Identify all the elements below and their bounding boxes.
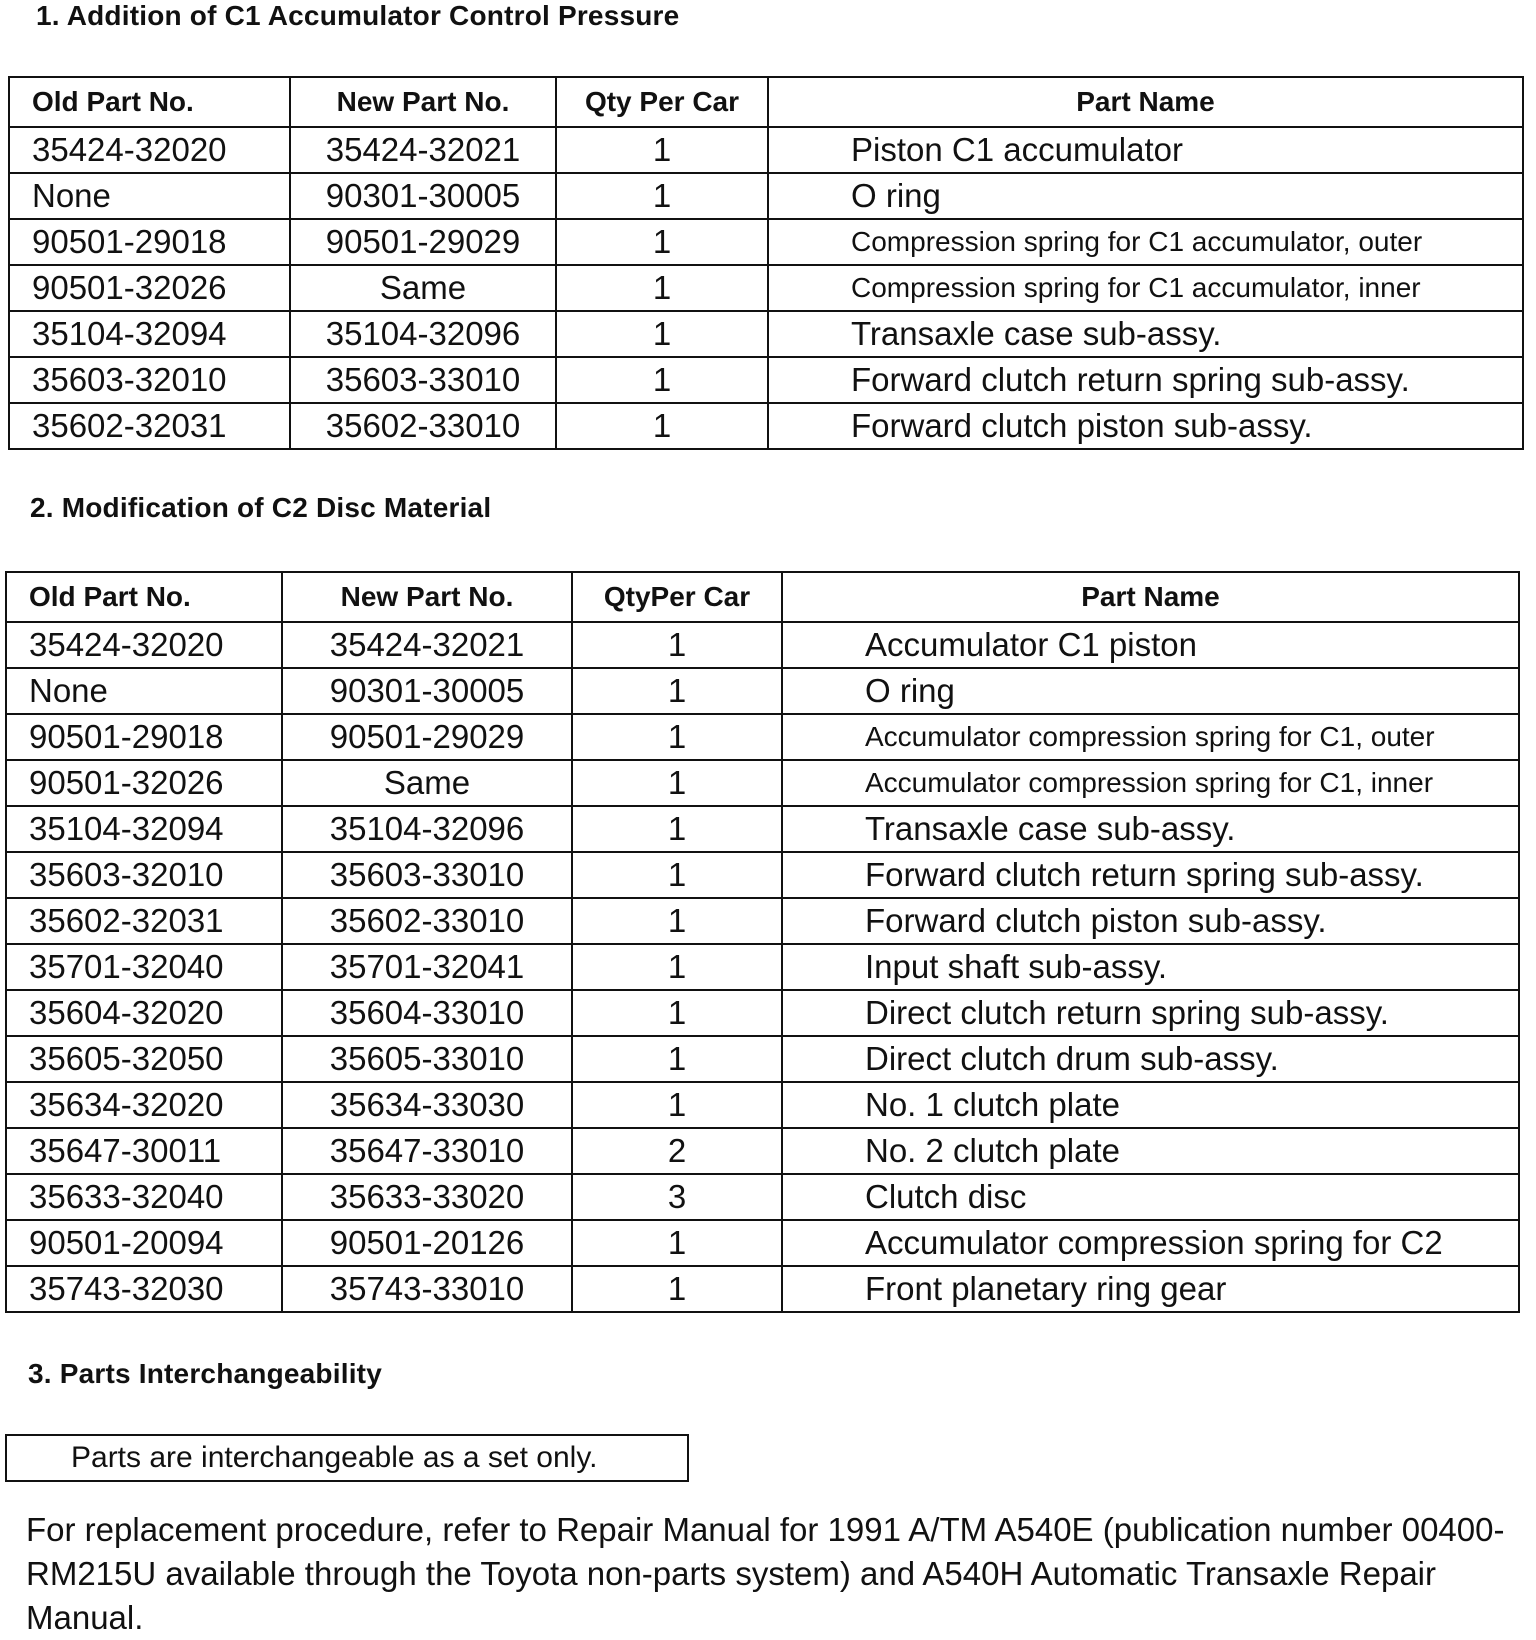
column-header-part-name: Part Name xyxy=(782,572,1519,622)
new-part-no-cell: 90301-30005 xyxy=(282,668,572,714)
qty-per-car-cell: 1 xyxy=(556,311,768,357)
old-part-no-cell: 90501-29018 xyxy=(9,219,290,265)
old-part-no-cell: 35633-32040 xyxy=(6,1174,282,1220)
new-part-no-cell: 35603-33010 xyxy=(282,852,572,898)
table-row xyxy=(6,852,1519,898)
old-part-no-cell: 35701-32040 xyxy=(6,944,282,990)
qty-per-car-cell: 1 xyxy=(556,403,768,449)
old-part-no-cell: 35603-32010 xyxy=(6,852,282,898)
part-name-cell: Accumulator compression spring for C1, inner xyxy=(782,760,1519,806)
table-row xyxy=(9,127,1523,173)
old-part-no-cell: 35605-32050 xyxy=(6,1036,282,1082)
qty-per-car-cell: 1 xyxy=(572,898,782,944)
part-name-cell: Clutch disc xyxy=(782,1174,1519,1220)
part-name-cell: Direct clutch drum sub-assy. xyxy=(782,1036,1519,1082)
table-row xyxy=(9,219,1523,265)
part-name-cell: Forward clutch piston sub-assy. xyxy=(782,898,1519,944)
old-part-no-cell: 90501-29018 xyxy=(6,714,282,760)
table-row xyxy=(6,622,1519,668)
part-name-cell: Forward clutch return spring sub-assy. xyxy=(782,852,1519,898)
part-name-cell: Compression spring for C1 accumulator, outer xyxy=(768,219,1523,265)
part-name-cell: Input shaft sub-assy. xyxy=(782,944,1519,990)
qty-per-car-cell: 1 xyxy=(572,668,782,714)
qty-per-car-cell: 1 xyxy=(556,173,768,219)
old-part-no-cell: 35743-32030 xyxy=(6,1266,282,1312)
new-part-no-cell: 35634-33030 xyxy=(282,1082,572,1128)
part-name-cell: Compression spring for C1 accumulator, inner xyxy=(768,265,1523,311)
section-1-heading: 1. Addition of C1 Accumulator Control Pressure xyxy=(36,0,680,31)
qty-per-car-cell: 1 xyxy=(572,944,782,990)
section-2-heading: 2. Modification of C2 Disc Material xyxy=(30,492,492,523)
part-name-cell: Transaxle case sub-assy. xyxy=(768,311,1523,357)
old-part-no-cell: 90501-32026 xyxy=(9,265,290,311)
table-row xyxy=(6,1220,1519,1266)
table-row xyxy=(6,990,1519,1036)
column-header-qty-per-car: Qty Per Car xyxy=(556,77,768,127)
new-part-no-cell: 35424-32021 xyxy=(290,127,556,173)
qty-per-car-cell: 1 xyxy=(572,760,782,806)
section-3-heading: 3. Parts Interchangeability xyxy=(28,1358,382,1389)
qty-per-car-cell: 1 xyxy=(556,265,768,311)
new-part-no-cell: 35603-33010 xyxy=(290,357,556,403)
parts-table-c2 xyxy=(5,571,1520,1313)
qty-per-car-cell: 1 xyxy=(572,1220,782,1266)
table-row xyxy=(6,1128,1519,1174)
part-name-cell: Forward clutch return spring sub-assy. xyxy=(768,357,1523,403)
table-row xyxy=(6,1266,1519,1312)
old-part-no-cell: 35603-32010 xyxy=(9,357,290,403)
qty-per-car-cell: 3 xyxy=(572,1174,782,1220)
qty-per-car-cell: 1 xyxy=(556,219,768,265)
new-part-no-cell: Same xyxy=(282,760,572,806)
old-part-no-cell: None xyxy=(9,173,290,219)
new-part-no-cell: 35605-33010 xyxy=(282,1036,572,1082)
replacement-procedure-text: For replacement procedure, refer to Repair Manual for 1991 A/TM A540E (publication number 00400-RM215U available through the Toyota non-parts system) and A540H Automatic Transaxle Repair Manual. xyxy=(26,1511,1505,1636)
table-row xyxy=(9,311,1523,357)
qty-per-car-cell: 1 xyxy=(572,622,782,668)
table-row xyxy=(9,403,1523,449)
old-part-no-cell: 35104-32094 xyxy=(9,311,290,357)
qty-per-car-cell: 1 xyxy=(572,1082,782,1128)
new-part-no-cell: 35647-33010 xyxy=(282,1128,572,1174)
old-part-no-cell: 35602-32031 xyxy=(6,898,282,944)
new-part-no-cell: 35604-33010 xyxy=(282,990,572,1036)
qty-per-car-cell: 1 xyxy=(572,1036,782,1082)
new-part-no-cell: 35104-32096 xyxy=(290,311,556,357)
part-name-cell: Accumulator compression spring for C2 xyxy=(782,1220,1519,1266)
column-header-new-part-no: New Part No. xyxy=(282,572,572,622)
table-row xyxy=(6,1082,1519,1128)
qty-per-car-cell: 1 xyxy=(572,1266,782,1312)
new-part-no-cell: Same xyxy=(290,265,556,311)
new-part-no-cell: 35743-33010 xyxy=(282,1266,572,1312)
table-row xyxy=(6,806,1519,852)
part-name-cell: Accumulator C1 piston xyxy=(782,622,1519,668)
part-name-cell: Direct clutch return spring sub-assy. xyxy=(782,990,1519,1036)
part-name-cell: No. 1 clutch plate xyxy=(782,1082,1519,1128)
qty-per-car-cell: 1 xyxy=(556,357,768,403)
new-part-no-cell: 35104-32096 xyxy=(282,806,572,852)
table-row xyxy=(9,265,1523,311)
interchangeability-note: Parts are interchangeable as a set only. xyxy=(5,1434,689,1482)
table-row xyxy=(9,173,1523,219)
table-row xyxy=(6,944,1519,990)
old-part-no-cell: 90501-32026 xyxy=(6,760,282,806)
qty-per-car-cell: 1 xyxy=(572,990,782,1036)
part-name-cell: O ring xyxy=(782,668,1519,714)
column-header-qty-per-car: QtyPer Car xyxy=(572,572,782,622)
table-row xyxy=(6,898,1519,944)
new-part-no-cell: 35602-33010 xyxy=(282,898,572,944)
new-part-no-cell: 35424-32021 xyxy=(282,622,572,668)
old-part-no-cell: 35602-32031 xyxy=(9,403,290,449)
old-part-no-cell: 35634-32020 xyxy=(6,1082,282,1128)
table-row xyxy=(6,1036,1519,1082)
old-part-no-cell: 90501-20094 xyxy=(6,1220,282,1266)
old-part-no-cell: None xyxy=(6,668,282,714)
new-part-no-cell: 90501-20126 xyxy=(282,1220,572,1266)
column-header-old-part-no: Old Part No. xyxy=(9,77,290,127)
part-name-cell: Transaxle case sub-assy. xyxy=(782,806,1519,852)
part-name-cell: No. 2 clutch plate xyxy=(782,1128,1519,1174)
table-row xyxy=(6,668,1519,714)
part-name-cell: Front planetary ring gear xyxy=(782,1266,1519,1312)
new-part-no-cell: 90301-30005 xyxy=(290,173,556,219)
part-name-cell: O ring xyxy=(768,173,1523,219)
column-header-new-part-no: New Part No. xyxy=(290,77,556,127)
qty-per-car-cell: 1 xyxy=(572,806,782,852)
new-part-no-cell: 35633-33020 xyxy=(282,1174,572,1220)
column-header-old-part-no: Old Part No. xyxy=(6,572,282,622)
new-part-no-cell: 35701-32041 xyxy=(282,944,572,990)
new-part-no-cell: 90501-29029 xyxy=(282,714,572,760)
old-part-no-cell: 35104-32094 xyxy=(6,806,282,852)
old-part-no-cell: 35647-30011 xyxy=(6,1128,282,1174)
column-header-part-name: Part Name xyxy=(768,77,1523,127)
new-part-no-cell: 90501-29029 xyxy=(290,219,556,265)
table-header-row xyxy=(6,572,1519,622)
table-row xyxy=(9,357,1523,403)
table-row xyxy=(6,1174,1519,1220)
table-header-row xyxy=(9,77,1523,127)
parts-table-c1 xyxy=(8,76,1524,450)
qty-per-car-cell: 1 xyxy=(572,714,782,760)
table-row xyxy=(6,760,1519,806)
qty-per-car-cell: 1 xyxy=(556,127,768,173)
part-name-cell: Piston C1 accumulator xyxy=(768,127,1523,173)
qty-per-car-cell: 2 xyxy=(572,1128,782,1174)
part-name-cell: Forward clutch piston sub-assy. xyxy=(768,403,1523,449)
part-name-cell: Accumulator compression spring for C1, outer xyxy=(782,714,1519,760)
new-part-no-cell: 35602-33010 xyxy=(290,403,556,449)
old-part-no-cell: 35424-32020 xyxy=(9,127,290,173)
table-row xyxy=(6,714,1519,760)
qty-per-car-cell: 1 xyxy=(572,852,782,898)
old-part-no-cell: 35424-32020 xyxy=(6,622,282,668)
old-part-no-cell: 35604-32020 xyxy=(6,990,282,1036)
